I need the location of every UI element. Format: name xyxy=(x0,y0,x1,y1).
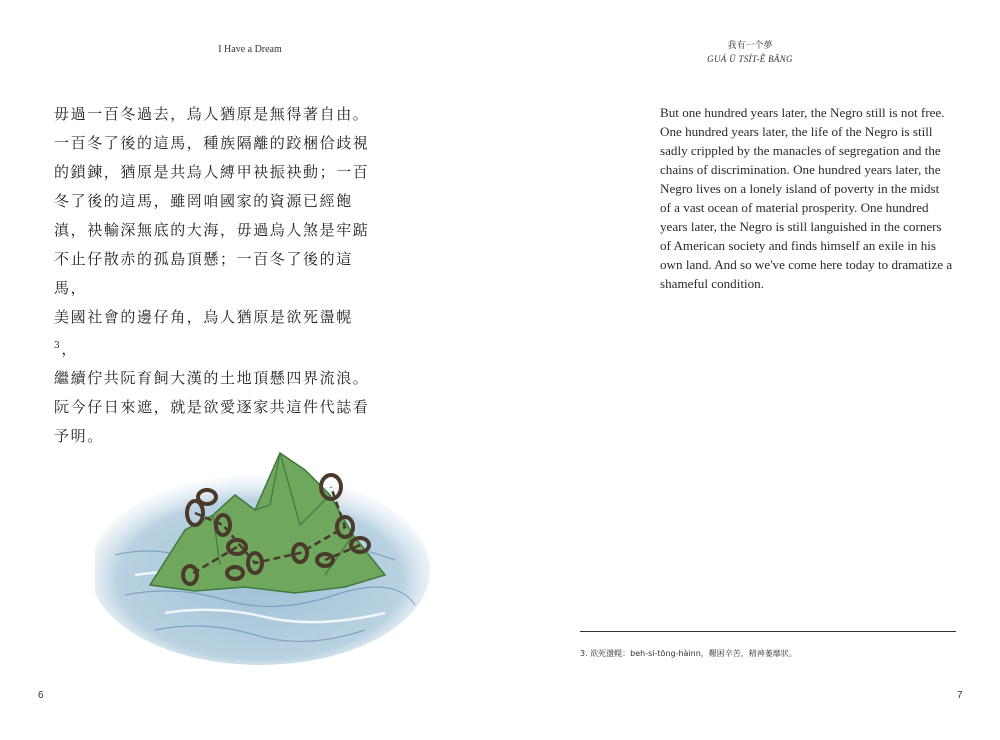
body-line: One hundred years later, the life of the Negro is still xyxy=(660,124,933,139)
body-line: 毋過一百冬過去，烏人猶原是無得著自由。 xyxy=(54,105,370,123)
page-number-right: 7 xyxy=(957,690,963,701)
chinese-body-text xyxy=(54,100,374,451)
body-line: of a vast ocean of material prosperity. One hundred xyxy=(660,200,929,215)
body-line: 一百冬了後的這馬，種族隔離的跤梱佮歧視 xyxy=(54,134,370,152)
body-line: 予明。 xyxy=(54,427,104,445)
body-line: 的鎖鍊，猶原是共烏人縛甲袂振袂動；一百 xyxy=(54,163,370,181)
body-line: 冬了後的這馬，雖罔咱國家的資源已經飽 xyxy=(54,192,353,210)
body-line: But one hundred years later, the Negro still is not free. xyxy=(660,105,945,120)
body-line: 不止仔散赤的孤島頂懸；一百冬了後的這馬， xyxy=(54,250,353,297)
body-line-with-footnote: 美國社會的邊仔角，烏人猶原是欲死盪幌$^3$， xyxy=(54,308,353,358)
footnote-divider xyxy=(580,631,956,632)
body-line: 繼續佇共阮育飼大漢的土地頂懸四界流浪。 xyxy=(54,369,370,387)
page-number-left: 6 xyxy=(38,690,44,701)
body-line: of American society and finds himself an exile in his xyxy=(660,238,936,253)
right-page xyxy=(500,0,1000,740)
body-line: shameful condition. xyxy=(660,276,765,291)
running-head-chinese: 我有一个夢 xyxy=(727,40,773,50)
running-head-romanized: GUÁ Ū TSÍT-Ê BĀNG xyxy=(707,54,793,64)
body-line: 美國社會的邊仔角，烏人猶原是欲死盪幌 xyxy=(54,308,353,326)
footnote: 3. 欲死盪幌：beh-sí-tōng-hàinn，艱困辛苦，精神萎靡狀。 xyxy=(580,649,797,658)
body-line: own land. And so we've come here today to dramatize a xyxy=(660,257,953,272)
body-line: 滇，袂輸深無底的大海，毋過烏人煞是牢踮 xyxy=(54,221,370,239)
body-line: Negro lives on a lonely island of poverty in the midst xyxy=(660,181,940,196)
body-line: chains of discrimination. One hundred years later, the xyxy=(660,162,941,177)
body-line: sadly crippled by the manacles of segregation and the xyxy=(660,143,941,158)
body-line: years later, the Negro is still languished in the corners xyxy=(660,219,942,234)
english-body-text xyxy=(660,103,960,293)
island-chains-illustration xyxy=(95,435,435,670)
body-line: 阮今仔日來遮，就是欲愛逐家共這件代誌看 xyxy=(54,398,370,416)
running-head-left: I Have a Dream xyxy=(218,44,282,55)
footnote-reference: 3 xyxy=(54,341,62,351)
running-head-right xyxy=(500,38,1000,64)
